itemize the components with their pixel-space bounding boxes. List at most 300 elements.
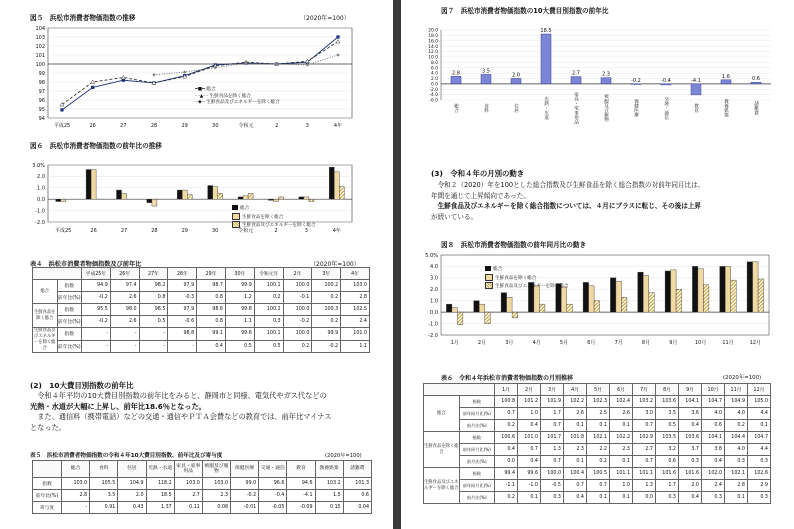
table-cell: [424, 384, 495, 396]
fig8-bar: [457, 312, 463, 325]
fig6-bar: [218, 194, 223, 200]
table-cell: 101.6: [679, 468, 702, 480]
fig6-bar: [304, 197, 309, 199]
table-cell: 102.2: [564, 396, 587, 408]
table-cell: 104.9: [118, 478, 146, 490]
table-cell: 指数: [57, 280, 82, 292]
table-cell: 2.8: [725, 480, 748, 492]
table4-title: 表４ 浜松市消費者物価指数及び前年比: [30, 261, 142, 268]
fig7-category-label: 光熱・水道: [543, 96, 549, 120]
fig5-ytick: 95: [38, 106, 45, 113]
fig5-unit: （2020年=100）: [300, 15, 350, 22]
table5-unit: (2020年=100): [325, 453, 362, 459]
fig7-data-label: 18.5: [540, 28, 552, 35]
table-cell: 2年: [283, 268, 312, 280]
table-cell: 0.3: [748, 492, 771, 504]
fig8-bar: [747, 262, 753, 312]
table-cell: 11月: [725, 384, 748, 396]
fig5-ytick: 94: [38, 115, 45, 122]
fig8-bar: [485, 312, 491, 323]
table-cell: 100.0: [283, 328, 312, 341]
table-cell: -0.4: [259, 490, 287, 502]
table-cell: -: [82, 328, 111, 341]
table-row: [424, 408, 771, 420]
fig5-ytick: 101: [35, 52, 45, 59]
fig8-month-label: 4月: [532, 340, 541, 346]
table-cell: 1.1: [341, 340, 370, 353]
fig7-ytick: 0.0: [431, 82, 438, 88]
table-cell: 103.0: [174, 478, 202, 490]
table-cell: 前年比(%): [57, 292, 82, 304]
table-cell: 98.6: [197, 304, 226, 316]
fig7-data-label: 2.3: [602, 71, 610, 78]
fig6-ytick: 2.0: [37, 174, 45, 181]
fig8-bar: [643, 276, 649, 313]
fig7-ytick: 10.0: [428, 55, 438, 61]
table-cell: 0.1: [725, 492, 748, 504]
fig8-month-label: 9月: [669, 340, 678, 346]
table-cell: 101.6: [656, 468, 679, 480]
table-cell: -0.3: [168, 292, 197, 304]
table-row: [424, 432, 771, 444]
fig5-ytick: 102: [35, 43, 45, 50]
table-cell: 103.2: [315, 478, 343, 490]
section2-line: 光熱・水道が大幅に上昇し、前年比18.6％となった。: [30, 401, 206, 411]
table-cell: 3.7: [679, 444, 702, 456]
table-cell: 0.4: [518, 456, 541, 468]
table-cell: 2.3: [610, 444, 633, 456]
fig6-bar: [238, 197, 243, 199]
fig7-data-label: -0.2: [631, 77, 641, 84]
fig6-bar: [309, 199, 314, 201]
fig7-data-label: 2.8: [452, 70, 460, 77]
fig5-title: 図５ 浜松市消費者物価指数の推移: [30, 14, 136, 22]
table-cell: 0.8: [197, 316, 226, 328]
table-row: [424, 468, 771, 480]
table-cell: 0.2: [312, 316, 341, 328]
table-cell: 100.0: [283, 280, 312, 292]
table-cell: 103.0: [62, 478, 90, 490]
table-cell: 102.6: [748, 468, 771, 480]
fig7-category-label: 被服及び履物: [603, 94, 609, 122]
table-cell: 100.0: [283, 304, 312, 316]
table-cell: 3.5: [90, 490, 118, 502]
table-row: [33, 292, 370, 304]
table-cell: 4.4: [748, 408, 771, 420]
fig7-data-label: 3.5: [482, 68, 490, 75]
table-cell: 0.43: [118, 502, 146, 514]
table-cell: 2.4: [341, 316, 370, 328]
table-cell: 0.7: [633, 456, 656, 468]
table-cell: 1.0: [518, 408, 541, 420]
fig6-bar: [117, 190, 122, 199]
table-cell: 7月: [633, 384, 656, 396]
table-cell: 29年: [197, 268, 226, 280]
fig7-ytick: 6.0: [431, 66, 438, 72]
table-cell: 103.2: [633, 396, 656, 408]
table-cell: 103.0: [202, 478, 230, 490]
table-cell: 103.6: [679, 432, 702, 444]
fig8-month-label: 2月: [477, 340, 487, 346]
table-cell: 100.6: [495, 432, 518, 444]
left-page: [0, 0, 393, 529]
fig7-category-label: 教育: [693, 103, 699, 113]
fig8-month-label: 12月: [749, 340, 762, 346]
right-page: [401, 0, 794, 529]
table4: [32, 267, 370, 353]
table-cell: 1.3: [633, 480, 656, 492]
table-cell: 指数: [33, 478, 62, 490]
fig8-bar: [501, 293, 507, 312]
fig8-bar: [638, 272, 644, 312]
table-row: [424, 492, 771, 504]
table-cell: 保健医療: [231, 461, 259, 478]
table-cell: -0.1: [283, 292, 312, 304]
table-cell: 2月: [518, 384, 541, 396]
fig6-bar: [152, 199, 157, 206]
fig7-category-label: 保健医療: [633, 98, 639, 118]
table-cell: 9月: [679, 384, 702, 396]
table-cell: -0.2: [82, 292, 111, 304]
table-cell: 2.3: [564, 444, 587, 456]
fig7-category-label: 家具・家事用品: [573, 91, 579, 125]
table-cell: 3.8: [702, 444, 725, 456]
fig6-xtick: 29: [181, 228, 188, 234]
table-cell: 0.7: [541, 420, 564, 432]
fig6-ytick: 0.0: [37, 197, 45, 203]
fig8-ytick: 5.0%: [425, 252, 438, 259]
fig6-bar: [56, 199, 61, 201]
table-cell: 26年: [110, 268, 139, 280]
section3-heading: (3) 令和４年の月別の動き: [431, 169, 525, 178]
table-cell: 2.7: [633, 444, 656, 456]
fig6-xtick: 30: [212, 228, 219, 234]
table-cell: 0.7: [587, 480, 610, 492]
table-cell: 2.9: [748, 480, 771, 492]
fig5-xtick: 27: [120, 123, 127, 129]
fig8-legend-item: 生鮮食品を除く総合: [485, 274, 569, 283]
table-cell: 100.2: [254, 304, 283, 316]
table-cell: 104.1: [679, 396, 702, 408]
table-cell: 102.0: [702, 468, 725, 480]
table-cell: 0.6: [702, 420, 725, 432]
table-cell: 0.6: [343, 490, 371, 502]
table-cell: 100.1: [254, 328, 283, 341]
table-cell: 98.5: [139, 304, 168, 316]
section3-line: 令和２（2020）年を100とした総合指数及び生鮮食品を除く総合指数の対前年同月比は、: [431, 181, 705, 189]
fig8-title: 図８ 浜松市消費者物価指数の前年同月比の動き: [441, 241, 587, 249]
fig5-xtick: 28: [150, 123, 158, 129]
fig7-data-label: 0.6: [752, 76, 760, 83]
fig6-ytick: 1.0: [37, 185, 45, 192]
table-cell: 94.9: [82, 280, 111, 292]
table-cell: 交通・通信: [259, 461, 287, 478]
fig6-bar: [91, 170, 96, 200]
table-cell: 2.5: [587, 408, 610, 420]
fig7-data-label: -4.1: [691, 77, 701, 84]
table-cell: 3.2: [656, 444, 679, 456]
fig8-month-label: 1月: [450, 340, 459, 346]
table-cell: 家具・家事用品: [174, 461, 202, 478]
table-cell: -0.05: [259, 502, 287, 514]
table-cell: -0.5: [541, 480, 564, 492]
fig7-data-label: 2.7: [572, 70, 580, 77]
table-cell: 99.6: [225, 328, 254, 341]
table-cell: 0.7: [495, 408, 518, 420]
table-cell: 0.1: [564, 456, 587, 468]
table-row: [424, 420, 771, 432]
table-row: [33, 340, 370, 353]
table-cell: 99.6: [518, 468, 541, 480]
section2-text: [30, 391, 331, 433]
fig6-bar: [86, 170, 91, 200]
fig6-bar: [274, 199, 279, 201]
table-cell: 前年比(%): [33, 490, 62, 502]
table-row: [33, 461, 372, 478]
table-cell: 0.2: [725, 420, 748, 432]
table-cell: 1.37: [146, 502, 174, 514]
table-cell: 0.7: [564, 480, 587, 492]
table-cell: 30年: [225, 268, 254, 280]
table-cell: 0.5: [656, 420, 679, 432]
table-cell: 0.1: [610, 456, 633, 468]
fig5-ytick: 104: [35, 25, 45, 32]
table-cell: 総合: [424, 396, 460, 432]
table-cell: 103.0: [341, 280, 370, 292]
fig7-ytick: 16.0: [428, 39, 438, 45]
fig8-bar: [731, 280, 737, 312]
fig8-legend: [485, 266, 569, 291]
fig8-bar: [446, 304, 452, 312]
table-cell: 104.7: [702, 396, 725, 408]
table-cell: 102.1: [725, 468, 748, 480]
table-cell: 指数: [459, 432, 495, 444]
fig5-legend-item: -·◆·- 生鮮食品及びエネルギーを除く総合: [195, 100, 280, 105]
table-cell: 0.4: [518, 420, 541, 432]
fig5-xtick: 2: [275, 123, 279, 129]
fig6-bar: [329, 167, 334, 199]
fig7-category-label: 住居: [513, 103, 519, 113]
fig8-bar: [616, 281, 622, 312]
table-cell: 100.0: [541, 468, 564, 480]
fig6-bar: [243, 196, 248, 199]
table-cell: 生鮮食品を除く総合: [424, 432, 460, 468]
table-cell: 0.7: [633, 420, 656, 432]
fig8-ytick: 3.0: [430, 275, 438, 282]
table-cell: 総合: [33, 280, 58, 304]
fig6-bar: [147, 199, 152, 202]
fig6-bar: [122, 194, 127, 200]
table-cell: 118.2: [146, 478, 174, 490]
table-row: [33, 502, 372, 514]
fig5-xtick: 平成25: [53, 123, 71, 129]
table-cell: -1.1: [495, 480, 518, 492]
table-cell: 1.7: [656, 480, 679, 492]
fig7-ytick: -2.0: [429, 87, 438, 93]
table-cell: 102.1: [587, 432, 610, 444]
section2-line: となった。: [30, 422, 66, 432]
table-cell: 3.0: [633, 408, 656, 420]
fig6-bar: [299, 197, 304, 199]
fig8-bar: [452, 308, 458, 313]
fig6-bar: [339, 187, 344, 200]
table-cell: -0.2: [82, 316, 111, 328]
fig5-ytick: 99: [38, 70, 45, 77]
table-cell: 4年: [341, 268, 370, 280]
table-cell: -: [82, 340, 111, 353]
fig5-legend-item: ━■━ 総合: [195, 87, 216, 92]
table-row: [33, 316, 370, 328]
table-cell: 10月: [702, 384, 725, 396]
fig7-ytick: 4.0: [431, 71, 438, 77]
table-row: [424, 384, 771, 396]
table-cell: 12月: [748, 384, 771, 396]
fig8-bar: [703, 285, 709, 312]
table-cell: 3月: [541, 384, 564, 396]
fig7-ytick: -6.0: [429, 98, 438, 104]
table-cell: 諸雑費: [343, 461, 371, 478]
table-cell: 27年: [139, 268, 168, 280]
table-cell: 被服及び履物: [202, 461, 230, 478]
fig6-legend-item: 生鮮食品を除く総合: [232, 213, 316, 222]
table-cell: 0.3: [541, 492, 564, 504]
table-cell: 寄与度: [33, 502, 62, 514]
fig5-xtick: 26: [89, 123, 96, 129]
table-cell: 0.15: [315, 502, 343, 514]
table-cell: 102.3: [587, 396, 610, 408]
fig6-bar: [213, 187, 218, 200]
table-cell: 102.5: [341, 304, 370, 316]
table-cell: 0.7: [518, 444, 541, 456]
table-cell: 指数: [459, 396, 495, 408]
table-cell: -: [62, 502, 90, 514]
table-cell: 0.8: [197, 292, 226, 304]
fig8-ytick: 2.0: [430, 287, 438, 294]
table-cell: 指数: [57, 328, 82, 341]
fig8-bar: [753, 262, 759, 312]
table-cell: 102.9: [633, 432, 656, 444]
fig6-legend: [232, 205, 316, 230]
fig8-legend-item: 総合: [485, 266, 569, 274]
fig6-bar: [279, 197, 284, 199]
fig8-bar: [758, 279, 764, 312]
table-cell: 総合: [62, 461, 90, 478]
table-cell: -0.2: [231, 490, 259, 502]
table-cell: 1.7: [541, 408, 564, 420]
table-cell: 2.7: [174, 490, 202, 502]
table-cell: 生鮮食品及びエネルギーを除く総合: [424, 468, 460, 504]
fig6-legend-item: 生鮮食品及びエネルギーを除く総合: [232, 221, 316, 230]
fig5-ytick: 97: [38, 88, 45, 95]
table6-unit: (2020年=100): [723, 375, 762, 381]
fig8-bar: [676, 289, 682, 312]
table-cell: 102.4: [610, 396, 633, 408]
table-cell: 教養娯楽: [315, 461, 343, 478]
fig7-ytick: 12.0: [428, 50, 438, 56]
table-cell: 0.1: [610, 492, 633, 504]
fig5-ytick: 98: [38, 79, 45, 86]
fig7-data-label: 1.6: [722, 73, 730, 80]
fig8-month-label: 11月: [722, 340, 734, 346]
table-cell: 0.1: [610, 420, 633, 432]
table-cell: 104.7: [748, 432, 771, 444]
table-cell: 2.0: [679, 480, 702, 492]
table-cell: -: [139, 328, 168, 341]
table-cell: 101.0: [341, 328, 370, 341]
table-cell: 101.2: [518, 396, 541, 408]
table-cell: 4.0: [725, 444, 748, 456]
table-cell: 0.2: [495, 492, 518, 504]
table-cell: 28年: [168, 268, 197, 280]
table-cell: 97.9: [168, 280, 197, 292]
fig7-category-label: 諸雑費: [753, 101, 759, 115]
table-cell: 101.1: [610, 468, 633, 480]
table-cell: 平成25年: [82, 268, 111, 280]
fig8-bar: [474, 301, 480, 312]
table-cell: 103.6: [656, 396, 679, 408]
table-cell: 0.1: [587, 492, 610, 504]
table-cell: 0.1: [587, 420, 610, 432]
table-cell: 99.1: [197, 328, 226, 341]
table-cell: 0.3: [702, 492, 725, 504]
table-cell: 0.4: [679, 420, 702, 432]
fig6-xtick: 4年: [332, 228, 341, 234]
table-cell: 100.2: [312, 280, 341, 292]
table-cell: 4.0: [725, 408, 748, 420]
page-gutter: [393, 0, 401, 529]
fig6-xtick: 2: [274, 228, 278, 234]
section2-line: また、通信料（携帯電話）などの交通・通信やＰＴＡ会費などの教育では、前年比マイナス: [30, 412, 332, 421]
table-cell: 0.5: [254, 340, 283, 353]
table-cell: 0.08: [202, 502, 230, 514]
fig7-category-label: 総合: [453, 103, 459, 113]
table-cell: 2.2: [587, 444, 610, 456]
table-cell: 1.2: [225, 292, 254, 304]
section3-line: が続いている。: [431, 212, 478, 221]
table-cell: 2.8: [62, 490, 90, 502]
table-row: [33, 490, 372, 502]
table-cell: 0.0: [633, 492, 656, 504]
table-cell: -0.2: [283, 316, 312, 328]
fig6-xtick: 平成25: [55, 228, 72, 234]
fig5-ytick: 103: [35, 34, 45, 41]
table-cell: 0.04: [343, 502, 371, 514]
fig6-xtick: 3: [304, 228, 308, 234]
fig8-bar: [649, 293, 655, 312]
table-cell: 100.4: [564, 468, 587, 480]
fig5-xtick: 4年: [333, 123, 343, 129]
fig8-ytick: -2.0: [428, 332, 438, 339]
table-cell: 生鮮食品及びエネルギーを除く総合: [34, 328, 56, 351]
table-cell: 100.3: [312, 304, 341, 316]
table-cell: 前月比(%): [459, 420, 495, 432]
table-row: [33, 280, 370, 292]
fig7-ytick: 2.0: [431, 77, 438, 83]
table6: [423, 383, 771, 504]
fig8-bar-chart: [401, 0, 794, 355]
table-cell: -0.6: [168, 316, 197, 328]
table-cell: 0.91: [90, 502, 118, 514]
table-cell: 教育: [287, 461, 315, 478]
table5-title: 表５ 浜松市消費者物価指数の令和４年10大費目別指数、前年比及び寄与度: [30, 453, 223, 459]
fig8-month-label: 7月: [614, 340, 623, 346]
fig6-ytick: 3.0%: [32, 162, 45, 169]
section3-line: 生鮮食品及びエネルギーを除く総合指数については、４月にプラスに転じ、その後は上昇: [431, 202, 702, 210]
table-cell: 前年同月比(%): [459, 408, 495, 420]
table-cell: 104.4: [725, 432, 748, 444]
fig8-bar: [610, 278, 616, 312]
table-cell: 8月: [656, 384, 679, 396]
